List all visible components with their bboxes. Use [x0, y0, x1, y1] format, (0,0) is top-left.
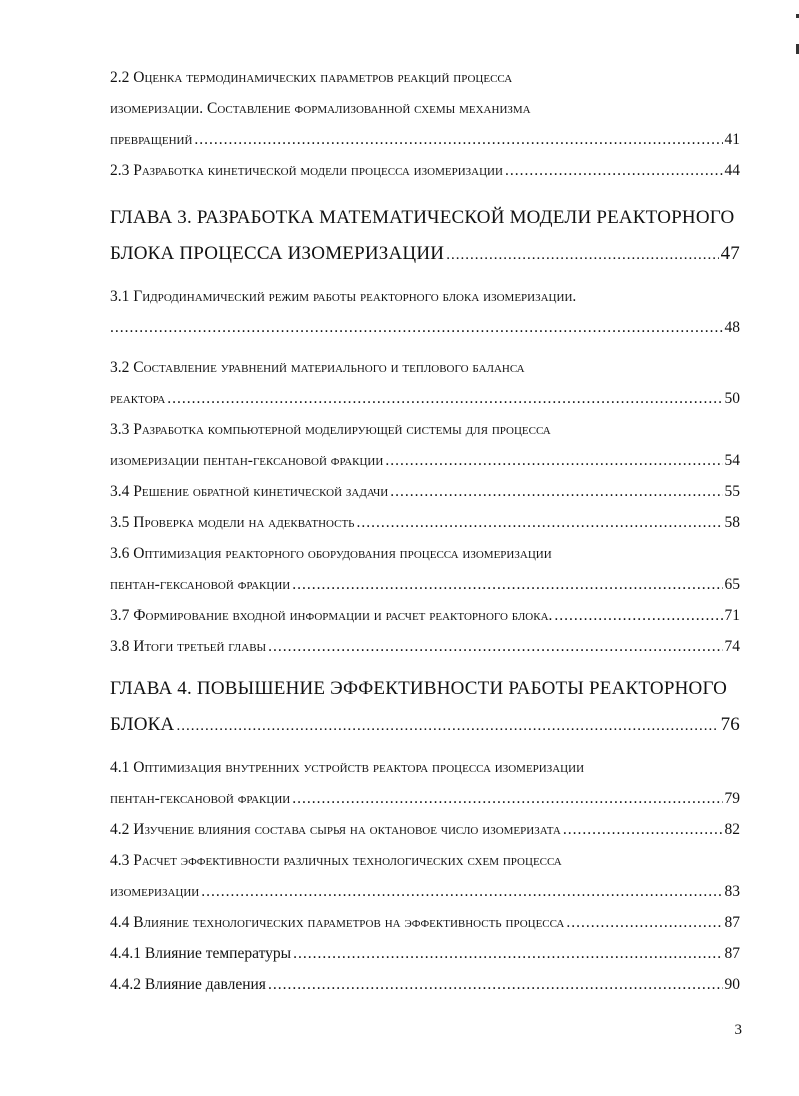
dot-leader	[268, 969, 723, 1000]
toc-entry-4-1	[110, 752, 740, 814]
toc-entry-3-8	[110, 631, 740, 662]
toc-entry-text: 2.3 Разработка кинетической модели процесса изомеризации	[110, 162, 503, 179]
table-of-contents	[110, 62, 740, 1000]
dot-leader	[167, 383, 722, 414]
toc-entry-2-2	[110, 62, 740, 155]
toc-entry-text: 4.2 Изучение влияния состава сырья на октановое число изомеризата	[110, 821, 561, 838]
toc-chapter-4	[110, 671, 740, 743]
toc-entry-text: 3.4 Решение обратной кинетической задачи	[110, 483, 389, 500]
toc-entry-text: изомеризации	[110, 883, 200, 900]
toc-entry-3-3	[110, 414, 740, 476]
toc-entry-text: 4.4 Влияние технологических параметров на эффективность процесса	[110, 914, 565, 931]
toc-entry-2-3	[110, 155, 740, 186]
dot-leader	[357, 507, 723, 538]
toc-entry-text: 2.2 Оценка термодинамических параметров реакций процесса	[110, 69, 513, 86]
toc-entry-text: 3.5 Проверка модели на адекватность	[110, 514, 355, 531]
toc-page-number: 54	[724, 452, 740, 469]
chapter-heading: ГЛАВА 4. ПОВЫШЕНИЕ ЭФФЕКТИВНОСТИ РАБОТЫ РЕАКТОРНОГО	[110, 678, 728, 699]
dot-leader	[505, 155, 723, 186]
toc-page-number: 65	[724, 576, 740, 593]
toc-entry-text: 3.1 Гидродинамический режим работы реакторного блока изомеризации.	[110, 288, 577, 305]
toc-entry-text: 4.4.2 Влияние давления	[110, 976, 266, 993]
dot-leader	[194, 124, 722, 155]
toc-entry-text: 3.3 Разработка компьютерной моделирующей системы для процесса	[110, 421, 551, 438]
toc-page-number: 50	[724, 390, 740, 407]
page-number: 3	[734, 1022, 742, 1038]
toc-entry-text: пентан-гексановой фракции	[110, 576, 291, 593]
toc-entry-text: 3.8 Итоги третьей главы	[110, 638, 267, 655]
dot-leader	[176, 708, 718, 744]
dot-leader	[268, 631, 722, 662]
dot-leader	[554, 600, 722, 631]
toc-entry-text: 3.6 Оптимизация реакторного оборудования процесса изомеризации	[110, 545, 552, 562]
toc-entry-text: пентан-гексановой фракции	[110, 790, 291, 807]
toc-entry-4-4	[110, 907, 740, 938]
dot-leader	[566, 907, 722, 938]
toc-page-number: 82	[724, 821, 740, 838]
toc-page-number: 83	[724, 883, 740, 900]
toc-page-number: 79	[724, 790, 740, 807]
dot-leader	[292, 783, 722, 814]
toc-entry-3-1	[110, 281, 740, 343]
toc-entry-4-3	[110, 845, 740, 907]
toc-entry-text: 3.2 Составление уравнений материального и теплового баланса	[110, 359, 525, 376]
dot-leader	[292, 569, 722, 600]
toc-entry-4-4-2	[110, 969, 740, 1000]
chapter-heading: БЛОКА ПРОЦЕССА ИЗОМЕРИЗАЦИИ	[110, 243, 445, 264]
toc-page-number: 87	[724, 914, 740, 931]
chapter-heading: ГЛАВА 3. РАЗРАБОТКА МАТЕМАТИЧЕСКОЙ МОДЕЛИ РЕАКТОРНОГО	[110, 207, 735, 228]
dot-leader	[293, 938, 722, 969]
dot-leader	[385, 445, 722, 476]
toc-page-number: 55	[724, 483, 740, 500]
chapter-heading: БЛОКА	[110, 714, 175, 735]
toc-page-number: 41	[724, 131, 740, 148]
toc-page-number: 47	[720, 243, 740, 264]
toc-page-number: 76	[720, 714, 740, 735]
toc-entry-3-7	[110, 600, 740, 631]
toc-entry-text: 3.7 Формирование входной информации и расчет реакторного блока.	[110, 607, 553, 624]
toc-page-number: 44	[724, 162, 740, 179]
toc-chapter-3	[110, 200, 740, 272]
toc-entry-text: 4.1 Оптимизация внутренних устройств реактора процесса изомеризации	[110, 759, 585, 776]
dot-leader	[390, 476, 722, 507]
dot-leader	[563, 814, 723, 845]
dot-leader	[201, 876, 722, 907]
toc-entry-3-5	[110, 507, 740, 538]
toc-entry-3-4	[110, 476, 740, 507]
toc-page-number: 71	[724, 607, 740, 624]
toc-page-number: 90	[724, 976, 740, 993]
toc-entry-text: 4.4.1 Влияние температуры	[110, 945, 292, 962]
toc-entry-3-6	[110, 538, 740, 600]
toc-page-number: 87	[724, 945, 740, 962]
toc-entry-text: превращений	[110, 131, 193, 148]
dot-leader	[446, 237, 718, 273]
toc-entry-4-4-1	[110, 938, 740, 969]
toc-entry-text: реактора	[110, 390, 166, 407]
toc-entry-text: изомеризации пентан-гексановой фракции	[110, 452, 384, 469]
toc-entry-3-2	[110, 352, 740, 414]
toc-entry-4-2	[110, 814, 740, 845]
toc-page-number: 58	[724, 514, 740, 531]
toc-page-number: 74	[724, 638, 740, 655]
toc-entry-text: 4.3 Расчет эффективности различных технологических схем процесса	[110, 852, 562, 869]
toc-entry-text: изомеризации. Составление формализованной схемы механизма	[110, 100, 531, 117]
toc-page-number: 48	[724, 319, 740, 336]
dot-leader	[110, 312, 723, 343]
